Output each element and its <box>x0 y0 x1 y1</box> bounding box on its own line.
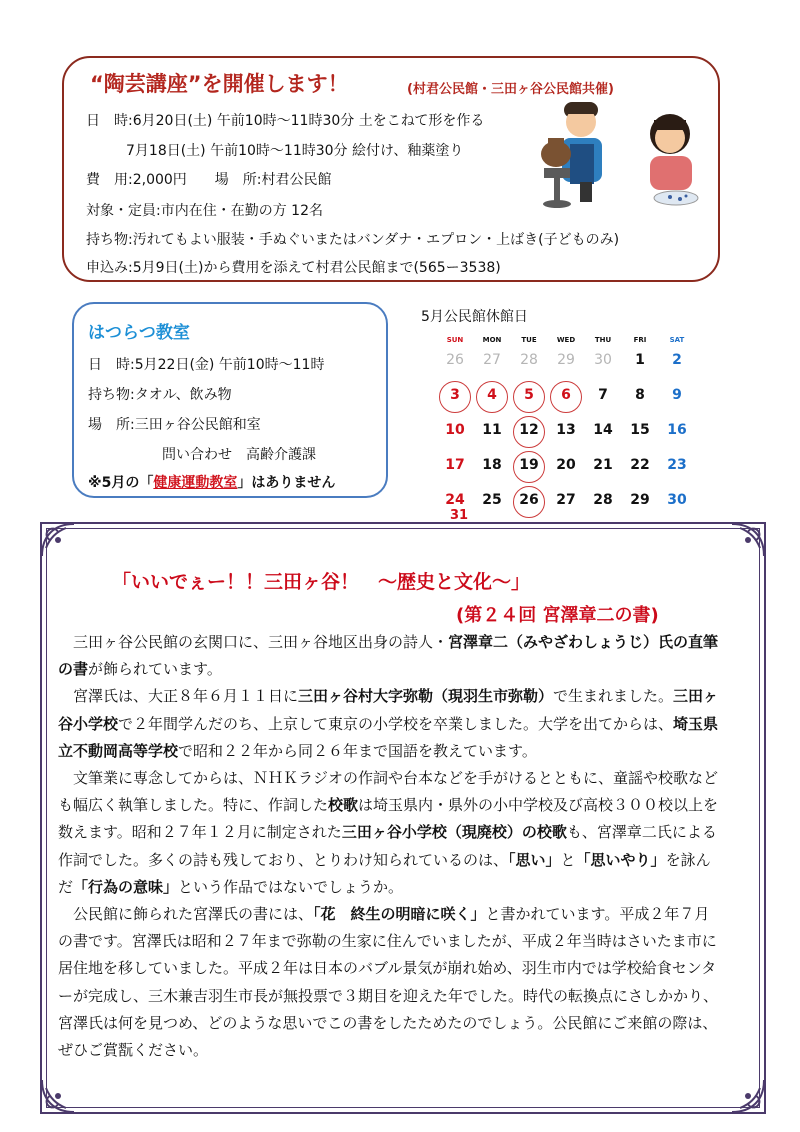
calendar-day: 3 <box>450 387 460 403</box>
corner-ornament-icon <box>726 1074 770 1118</box>
calendar-day: 27 <box>483 352 501 368</box>
ceramics-apply: 申込み:5月9日(土)から費用を添えて村君公民館まで(565ー3538) <box>86 260 501 276</box>
article-line <box>58 821 717 842</box>
hatsuratsu-date: 日 時:5月22日(金) 午前10時～11時 <box>88 357 325 373</box>
article-bold-text: 「思い」 <box>508 850 561 869</box>
article-line <box>58 794 718 815</box>
article-bold-text: 校歌 <box>328 796 359 815</box>
article-subtitle: (第２４回 宮澤章二の書) <box>456 605 659 626</box>
calendar-day: 1 <box>635 352 645 368</box>
calendar-day: 18 <box>482 457 502 473</box>
article-line <box>58 767 718 788</box>
article-bold-text: 「花 終生の明暗に咲く」 <box>313 905 486 923</box>
calendar-day: 2 <box>672 352 682 368</box>
hatsuratsu-note <box>88 472 335 492</box>
article-text: 宮澤氏は何を見つめ、どのような思いでこの書をしたためたのでしょう。公民館にご来館の際は、 <box>58 1013 718 1032</box>
calendar-weekday-tue: TUE <box>521 336 537 344</box>
corner-ornament-icon <box>726 518 770 562</box>
hatsuratsu-place: 場 所:三田ヶ谷公民館和室 <box>88 417 261 433</box>
calendar-day: 29 <box>630 492 650 508</box>
calendar-day: 25 <box>482 492 502 508</box>
calendar-day: 20 <box>556 457 576 473</box>
article-text: と書かれています。平成２年７月 <box>485 905 710 923</box>
calendar-day: 9 <box>672 387 682 403</box>
article-text: だ <box>58 877 74 896</box>
article-bold-text: 埼玉県 <box>673 714 719 733</box>
article-line <box>58 876 403 897</box>
ceramics-fee-place: 費 用:2,000円 場 所:村君公民館 <box>86 172 332 188</box>
note-suffix: 」はありません <box>237 475 336 491</box>
ceramics-workshop-box <box>62 56 720 282</box>
calendar-day: 8 <box>635 387 645 403</box>
article-bold-text: 立不動岡高等学校 <box>58 741 179 760</box>
article-bold-text: 谷小学校 <box>58 714 119 733</box>
calendar-day: 12 <box>519 422 539 438</box>
calendar-day: 5 <box>524 387 534 403</box>
article-text: ーが完成し、三木兼吉羽生市長が無投票で３期目を迎えた年でした。時代の転換点にさしかかり、 <box>58 986 719 1005</box>
ceramics-date-1: 日 時:6月20日(土) 午前10時～11時30分 土をこねて形を作る <box>86 113 485 129</box>
calendar-day: 17 <box>445 457 465 473</box>
calendar-day: 22 <box>630 457 650 473</box>
calendar-day-extra: 31 <box>449 508 469 523</box>
article-text: を詠ん <box>665 850 711 869</box>
ceramics-title: “陶芸講座”を開催します！ <box>90 72 349 96</box>
potter-illustration <box>536 98 622 210</box>
article-line <box>58 658 222 679</box>
calendar-day: 28 <box>593 492 613 508</box>
article-line <box>58 685 718 706</box>
article-text: という作品ではないでしょうか。 <box>178 877 404 896</box>
article-text: で生まれました。 <box>553 687 674 706</box>
note-prefix: ※5月の「 <box>88 475 154 491</box>
article-line <box>58 740 537 761</box>
ceramics-host: (村君公民館・三田ヶ谷公民館共催) <box>407 82 614 97</box>
girl-illustration <box>636 106 708 210</box>
article-text: 居住地を移していました。平成２年は日本のバブル景気が崩れ始め、羽生市内では学校給食センタ <box>58 959 717 978</box>
hatsuratsu-contact: 問い合わせ 高齢介護課 <box>162 447 316 463</box>
article-line <box>58 903 709 924</box>
calendar-day: 30 <box>667 492 687 508</box>
article-bold-text: 「思いやり」 <box>575 850 666 869</box>
ceramics-belongings: 持ち物:汚れてもよい服装・手ぬぐいまたはバンダナ・エプロン・上ばき(子どものみ) <box>86 232 620 248</box>
article-text: 三田ヶ谷公民館の玄関口に、三田ヶ谷地区出身の詩人・ <box>58 633 449 651</box>
article-line <box>58 849 711 870</box>
calendar-day: 6 <box>561 387 571 403</box>
calendar-day: 14 <box>593 422 613 438</box>
article-title: 「いいでぇー！！三田ヶ谷！ ～歴史と文化～」 <box>112 571 531 593</box>
calendar-day: 28 <box>520 352 538 368</box>
article-text: の書です。宮澤氏は昭和２７年まで弥勒の生家に住んでいましたが、平成２年当時はさいたま市に <box>58 932 717 951</box>
article-text: 宮澤氏は、大正８年６月１１日に <box>58 687 299 706</box>
article-bold-text: の書 <box>58 660 89 679</box>
calendar-weekday-sat: SAT <box>669 336 685 344</box>
calendar-day: 26 <box>446 352 464 368</box>
article-bold-text: 宮澤章二（みやざわしょうじ）氏の直筆 <box>448 633 719 651</box>
calendar-day: 13 <box>556 422 576 438</box>
calendar-weekday-wed: WED <box>556 336 576 344</box>
calendar-weekday-mon: MON <box>482 336 502 344</box>
ceramics-date-2: 7月18日(土) 午前10時～11時30分 絵付け、釉薬塗り <box>126 143 464 159</box>
article-text: が飾られています。 <box>88 660 222 679</box>
hatsuratsu-belongings: 持ち物:タオル、飲み物 <box>88 387 232 403</box>
article-text: で２年間学んだのち、上京して東京の小学校を卒業しました。大学を出てからは、 <box>118 714 674 733</box>
calendar-day: 24 <box>445 492 465 508</box>
calendar-day: 23 <box>667 457 687 473</box>
calendar-day: 29 <box>557 352 575 368</box>
corner-ornament-icon <box>36 518 80 562</box>
article-bold-text: 三田ヶ谷村大字弥勒（現羽生市弥勒） <box>298 687 554 706</box>
corner-ornament-icon <box>36 1074 80 1118</box>
hatsuratsu-title: はつらつ教室 <box>88 323 190 343</box>
calendar-weekday-sun: SUN <box>446 336 464 344</box>
calendar-weekday-thu: THU <box>594 336 612 344</box>
article-line <box>58 957 716 978</box>
article-text: 作詞でした。多くの詩も残しており、とりわけ知られているのは、 <box>58 850 509 869</box>
article-line <box>58 713 718 734</box>
calendar-day: 30 <box>594 352 612 368</box>
hatsuratsu-class-box <box>72 302 388 498</box>
article-text: と <box>560 850 576 869</box>
article-line <box>58 930 717 951</box>
calendar-day: 7 <box>598 387 608 403</box>
article-text: で昭和２２年から同２６年まで国語を教えています。 <box>178 741 537 760</box>
article-bold-text: 三田ヶ谷小学校（現廃校）の校歌 <box>341 823 567 842</box>
calendar-day: 10 <box>445 422 465 438</box>
calendar-day: 11 <box>482 422 502 438</box>
article-text: も、宮澤章二氏による <box>566 823 717 842</box>
article-text: 公民館に飾られた宮澤氏の書には、 <box>58 905 314 923</box>
calendar-day: 16 <box>667 422 687 438</box>
calendar-day: 19 <box>519 457 539 473</box>
calendar-title: 5月公民館休館日 <box>421 309 528 325</box>
article-line <box>58 1039 208 1060</box>
article-bold-text: 「行為の意味」 <box>73 877 179 896</box>
article-text: も幅広く執筆しました。特に、作詞した <box>58 796 329 815</box>
calendar-day: 26 <box>519 492 539 508</box>
calendar-day: 15 <box>630 422 650 438</box>
article-bold-text: 三田ヶ <box>673 687 719 706</box>
article-text: ぜひご賞翫ください。 <box>58 1041 209 1059</box>
calendar-day: 4 <box>487 387 497 403</box>
calendar-day: 21 <box>593 457 613 473</box>
article-line <box>58 1012 717 1033</box>
calendar-weekday-fri: FRI <box>633 336 647 344</box>
article-text: は埼玉県内・県外の小中学校及び高校３００校以上を <box>358 796 719 815</box>
ceramics-target: 対象・定員:市内在住・在勤の方 12名 <box>86 203 323 219</box>
article-line <box>58 985 718 1006</box>
article-text: 文筆業に専念してからは、ＮＨＫラジオの作詞や台本などを手がけるとともに、童謡や校歌など <box>58 769 719 787</box>
calendar-day: 27 <box>556 492 576 508</box>
article-line <box>58 631 718 652</box>
article-text: 数えます。昭和２７年１２月に制定された <box>58 823 342 842</box>
calendar-grid <box>437 336 696 523</box>
note-highlight: 健康運動教室 <box>153 475 238 491</box>
